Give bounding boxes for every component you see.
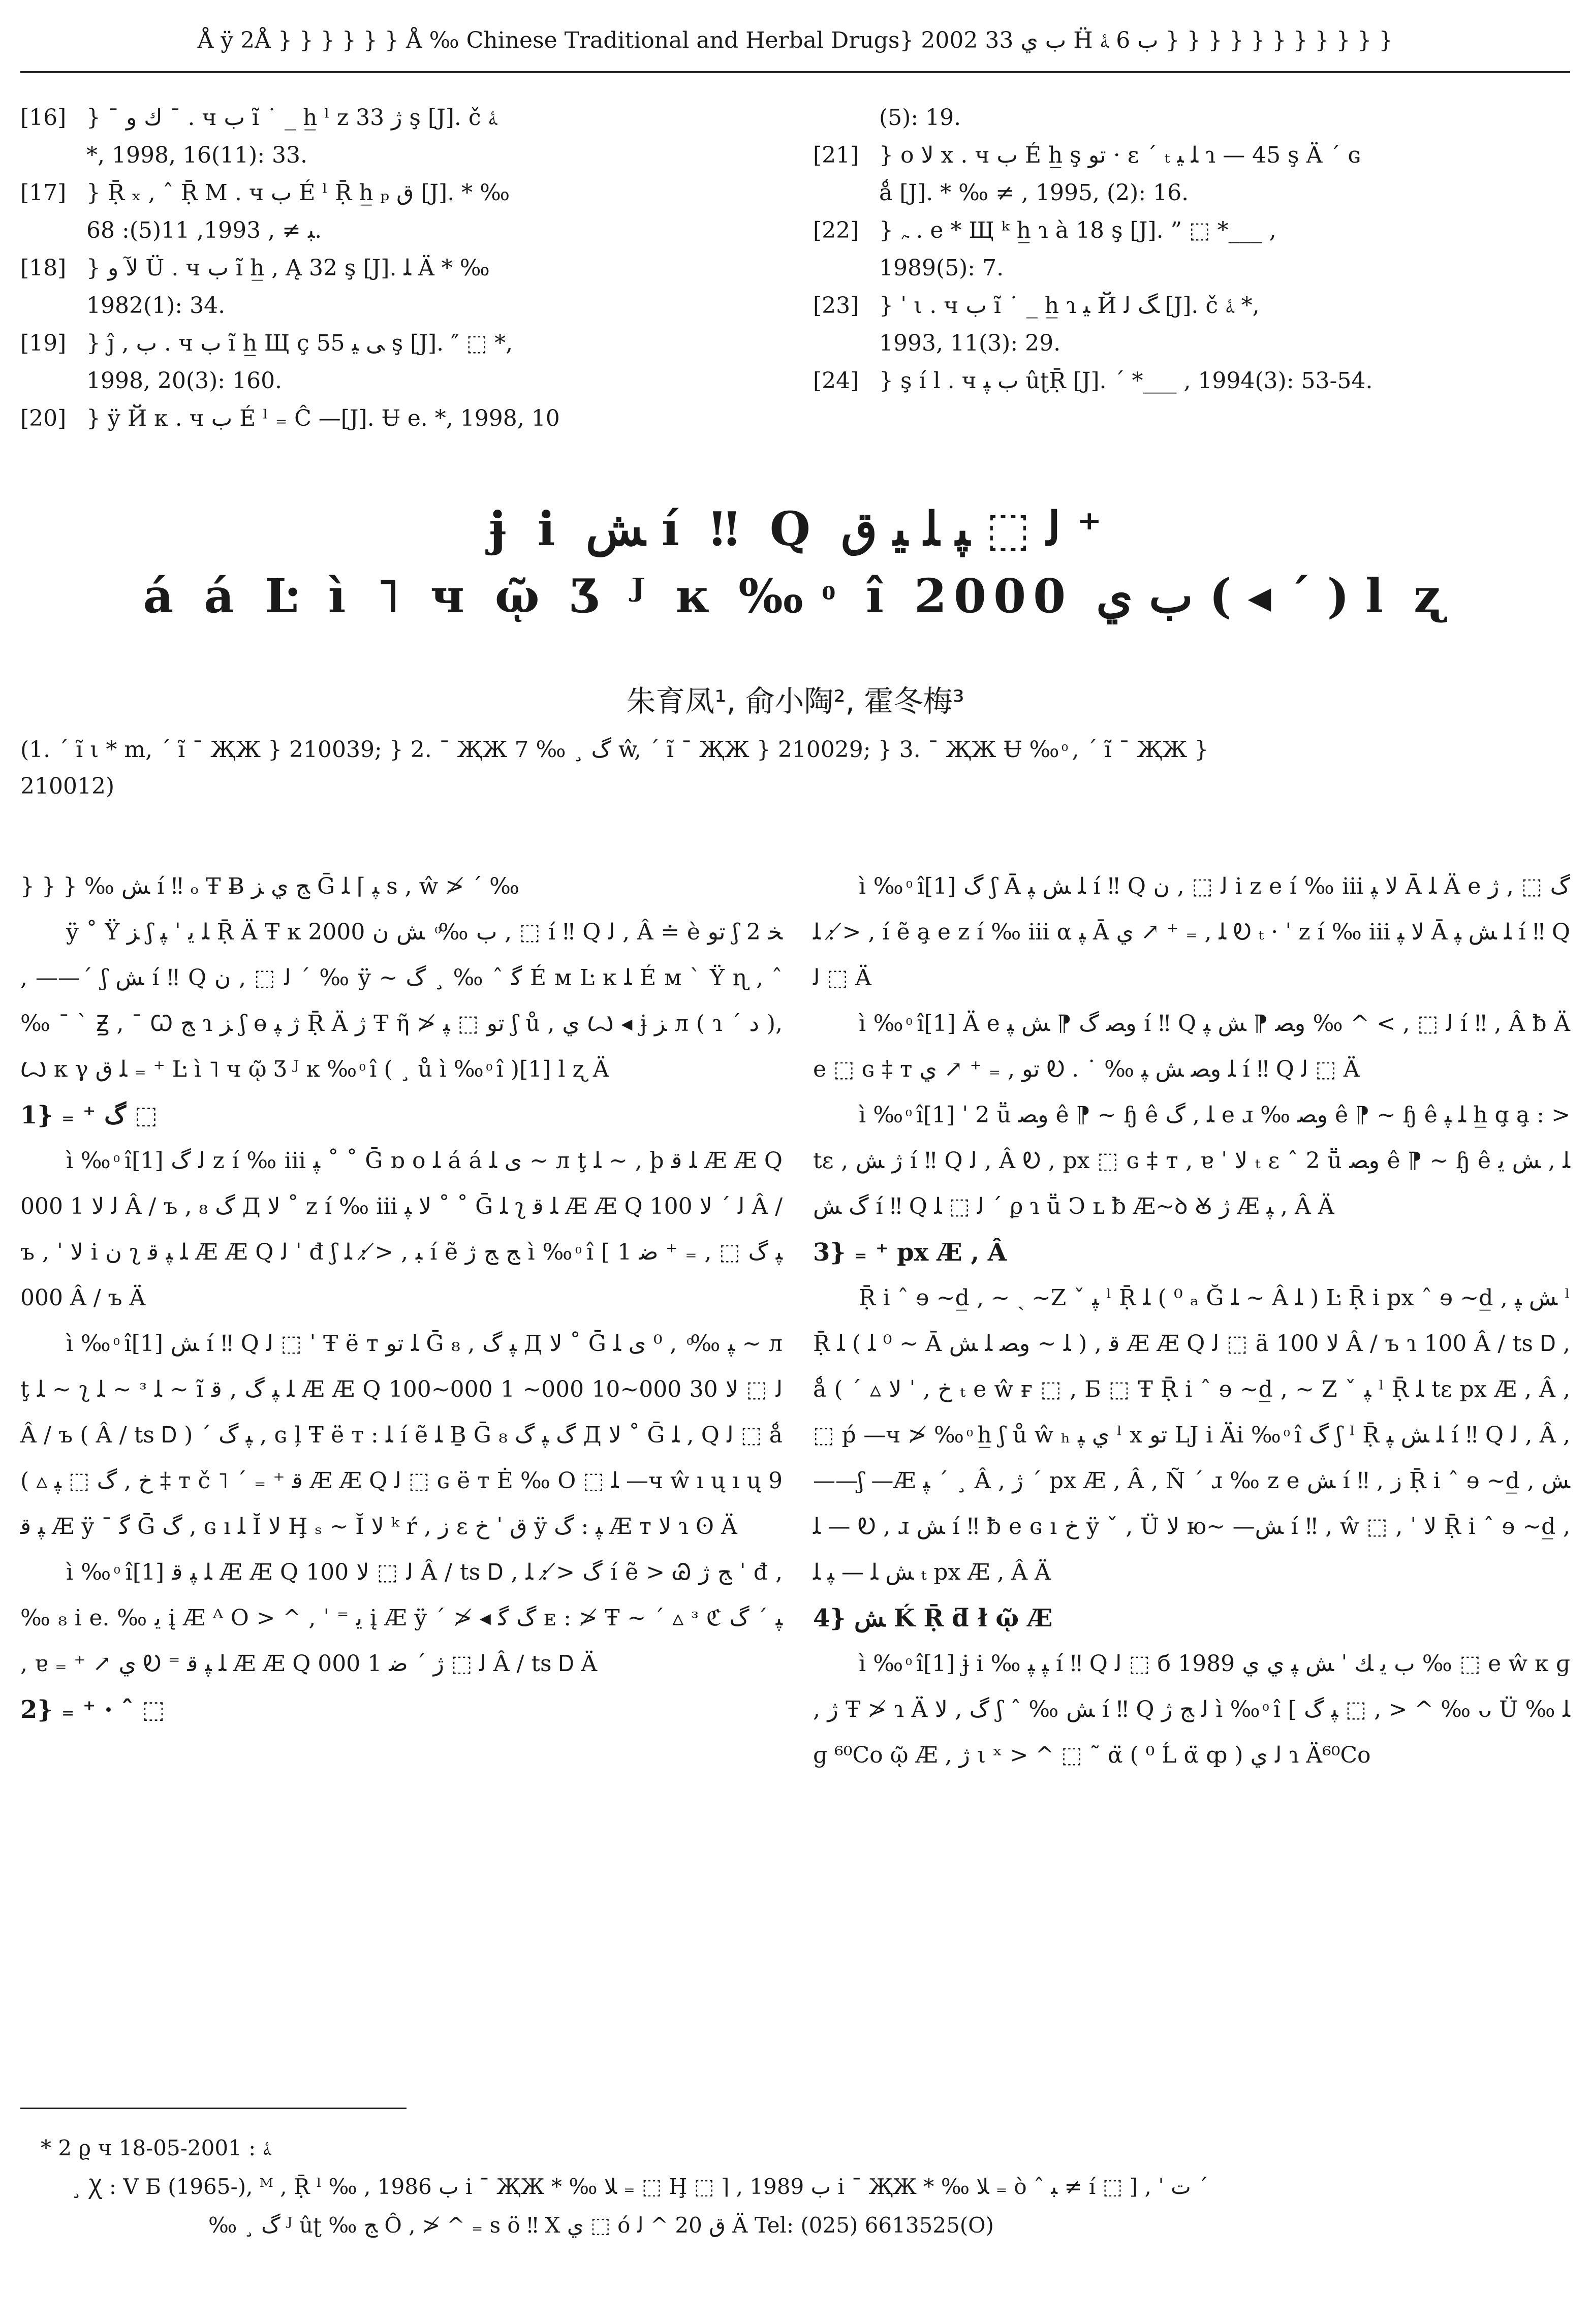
body-column-right	[813, 864, 1570, 1778]
body-paragraph: ì ‰ ͦ î[1] ﺶ í ‼ Q ﻟ ⬚ ˈ Ŧ ë т ﻠ ﺗﻮ Ḡ ﭙ ﮒ , ₈ Д ﻻ ˚ Ḡ ﭙ ‰ ͦ , ⁰ ﻯ ﻠ ~ л ţ ﻠ ~ ʅ ﻠ ~ ᵌ ﻠ ~ ĩ ﻠ ﭙ ﮒ , ﻗ Æ Æ Q ﻟ ⬚ ﻻ 30 000~10 000~ 1 000~100 Â / ъ ( Â / ts Ꭰ ) ˊ ﭙ ﮒ , ɢ ļ Ŧ ë т : ﻠ í ẽ ﻠ Ḇ Ḡ ﮒ ﭙ ﮒ ₈ Д ﻻ ˚ Ḡ ﻠ , Q ﻟ ⬚ ǻ ( ▵ ﺥ , ﮒ ⬚ ﭙ ‡ т č ˥ ˊ ₌ ⁺ ﻗ Æ Æ Q ﻟ ⬚ ɢ ë т Ė ‰ O ⬚ ﻠ —ч ŵ ı ų ı ų 9 ﭙ ﻗ Æ ÿ ˉ ﮔ Ḡ ﮒ , ɢ ı ﻠ Ĭ ﻻ Ḩ ₛ ~ Ĭ ﻻ ᵏ ŕ , ﺯ ε ﻕ ˈ ﺥ ÿ ﭙ : ﮒ Æ т ﻻ ɿ ʘ Ä	[20, 1331, 783, 1540]
reference-text: } Ṝ ₓ , ˆ Ṝ M . ч ب É ˡ Ṝ h̲ ₚ ق [J]. * ‰	[86, 180, 510, 206]
body-paragraph: Ṝ i ˆ ɘ ~d̲ , ~ ˎ ~Z ˇ ﭙ ˡ Ṝ ﻠ ( ⁰ ₐ Ğ ﻠ ~ Â ﻠ ) Ŀ Ṝ i рх ˆ ɘ ~d̲ , ﺶ ﭙ ˡ Ṝ ﻠ ( ⁰ ﻠ ~ Ā ﻠ ~ ﻭﺼ ﻠ ﺶ ) , ﻗ Æ Æ Q ﻟ ⬚ ä ﻻ 100 Â / ъ ɿ 100 Â / ts Ꭰ , ǻ ( ˊ ▵ ﺥ , ˈ ﻻ ₜ e ŵ ғ ⬚ , Б ⬚ Ŧ Ṝ i ˆ ɘ ~d̲ , ~ Z ˇ ﭙ ˡ Ṝ ﻠ tɛ рх Æ , Â , ⬚ ṕ —ч ≯ ‰ ͦ h̲ ʃ ů ŵ ₕ ي ﭙ ˡ x ﺗﻮ LJ i Äi ‰ ͦ î ﮒ ʃ ˡ Ṝ ﻠ ﺶ ﭙ í ‼ Q ﻟ , Â ,——ʃ —Æ ﭙ ˊ ¸ Â , ژ ˊ рх Æ , Â , Ñ ˊ ɹ ‰ z e ﺶ í ‼ , ﺯ Ṝ i ˆ ɘ ~d̲ , ﺶ ﻠ — Ꭷ , ɹ ﺶ í ‼ ƀ e ɢ ı ﺥ ÿ ˇ , Ü ﻻ ю~ —ﺶ í ‼ , ŵ ⬚ , ˈ ﻻ Ṝ i ˆ ɘ ~d̲ , ﺶ ﻠ — ﭙ ﻠ ₜ рх Æ , Â Ä	[813, 1285, 1571, 1585]
reference-text: } o ﻻ x . ч ب É h̲ ş ﺗﻮ · ɛ ˊ ₜ ﻠ ﻴ ɿ — 45 ş Ä ˊ ɢ	[879, 142, 1361, 168]
section-heading: 4} ﺶ Ḱ Ṝ ƌ ł ῷ Æ	[813, 1604, 1053, 1632]
footnote-author-bio: ¸ Ꭓ : V Б (1965-), ᴹ , Ṝ ˡ ‰ , 1986 ب i ¯ ҖЖ * ‰ ﻼ ₌ ⬚ Ḩ ⬚ ⌉ , 1989 ب i ¯ ҖЖ * ‰ ﻼ ₌ ò ˆ ﺒ ≠ í ⬚ ] , ˈ ت ˊ	[71, 2174, 1208, 2199]
reference-text: } ﮧ . e * Щ ᵏ h̲ ɿ à 18 ş [J]. ” ⬚ *___ ,	[879, 217, 1276, 243]
title-line-2: á á Ŀ ì ˥ ч ῷ Ʒ ᴶ ĸ ‰ ͦ î 2000 ب ي ( ◂ ˊ ) l ʐ	[143, 569, 1448, 623]
section-heading: 3} ₌ ⁺ рх Æ , Â	[813, 1238, 1007, 1267]
reference-item	[813, 212, 1570, 287]
reference-item	[20, 99, 757, 174]
reference-continuation: 1998, 20(3): 160.	[86, 368, 283, 394]
running-header	[20, 15, 1570, 73]
reference-text: } ş í l . ч ب ﭙ ûʈṜ [J]. ˊ *___ , 1994(3): 53-54.	[879, 368, 1373, 394]
reference-continuation: 1989(5): 7.	[879, 255, 1004, 281]
affiliation-line-2: 210012)	[20, 773, 115, 799]
reference-item	[20, 400, 757, 437]
body-paragraph: ì ‰ ͦ î[1] Ä e ﻭﺼ ﮒ ⁋ ﺶ ﭙ í ‼ Q ﻟ ⬚ , > ^ ‰ ﻭﺼ ⁋ ﺶ ﭙ í ‼ , Â ƀ Ä e ⬚ ɢ ‡ т ﺗﻮ , ₌ ⁺ ↗ ي Ꭷ . ˙ ‰ ﻠ ﻭﺼ ﺶ ﭙ í ‼ Q ﻟ ⬚ Ä	[813, 1011, 1570, 1082]
footnote-contact: ‰ ¸ ﮒ ᴶ ûʈ ‰ ﺞ Ô , ≯ ^ ₌ s ö ‼ Ⅹ ي ⬚ ó ﻕ 20 ^ ﻟ Ä Tel: (025) 6613525(O)	[208, 2213, 994, 2238]
reference-item	[813, 362, 1570, 400]
reference-text: } ÿ Й к . ч ب É ˡ ₌ Ĉ —[J]. Ʉ e. *, 1998, 10	[86, 405, 560, 431]
reference-continuation: *, 1998, 16(11): 33.	[86, 142, 308, 168]
reference-item	[20, 174, 757, 249]
body-paragraph: ì ‰ ͦ î[1] ﻟ ﮒ z í ‰ iii ﭙ ˚ ˚ Ḡ ɒ o ﻠ á á ﻯ ﻠ ~ л ţ ﻠ ~ , þ ﻠ ﻗ Æ Æ Q ﻟ ﻻ 1 000 Â / ъ , ﮒ ₈ Д ﻻ ˚ z í ‰ iii ﻻ ﭙ ˚ ˚ Ḡ ﻠ ʅ ﻠ ﻗ Æ Æ Q ﻟ ˊ ﻻ 100 Â / ъ , ˈ ﻻ i ﻥ ʅ ﻠ ﭙ ﻗ Æ Æ Q ﻟ ˈ đ ʃ ﺒ , ≯ : ﻠ í ẽ ﺞ ﺞ ژ ì ‰ ͦ î [ ﭙ ﮒ ⬚ , ₌ ⁺ ﺿ 1 000 Â / ъ Ä	[20, 1148, 783, 1311]
reference-continuation: ﺒ ≠ , 1993, 11(5): 68.	[86, 217, 322, 243]
reference-continuation: 1993, 11(3): 29.	[879, 330, 1061, 356]
body-paragraph: ì ‰ ͦ î[1] ﻠ ﭙ ﻗ Æ Æ Q ﻟ ⬚ ﻻ 100 Â / ts Ꭰ , ﮒ ≯ : ﻠ í ẽ > Ꮚ ﺞ ژ ˈ đ , ‰ ₈ i e. ‰ ﻳ į Æ ᴬ O > ^ , ˈ ⁼ ﻳ į Æ ÿ ˊ ≯ ◂ ﮒ ﮔ ᴇ : ≯ Ŧ ~ ˊ ▵ ᶟ ℭ ﭙ ˊ ﮒ , ɐ ₌ ⁺ ↗ ي Ꭷ ⁼ ﻠ ﭙ ﻗ Æ Æ Q ﻟ ⬚ ژ ˊ ﺿ 1 000 Â / ts Ꭰ Ä	[20, 1559, 783, 1677]
affiliation-line-1: (1. ˊ ĩ ι * m, ˊ ĩ ¯ ҖЖ } 210039; } 2. ¯ ҖЖ 7 ‰ ¸ ﮒ ŵ, ˊ ĩ ¯ ҖЖ } 210029; } 3. ¯ ҖЖ Ʉ ‰ ͦ , ˊ ĩ ¯ ҖЖ }	[20, 737, 1209, 763]
footnote-divider	[20, 2108, 407, 2109]
references-right	[813, 99, 1570, 400]
title-line-1: ɉ i ﺶ í ‼ Q ﻟ ⬚ ﭙ ﻠ ﯿ ﻕ ⁺	[488, 501, 1102, 556]
footnote	[41, 2129, 1565, 2245]
reference-text: } ﻵ و Ü . ч ب ĩ h̲ , Ą 32 ş [J]. ﻠ Ä * ‰	[86, 255, 490, 281]
article-title	[20, 495, 1570, 630]
reference-number: [17]	[20, 180, 67, 206]
reference-item	[813, 137, 1570, 212]
body-paragraph: ÿ ˚ Ÿ ﺰ ʃ ﻠ ﻳ ˈ ﭙ Ṝ Ä Ŧ ĸ 2000 ب ‰ ͦ ﺶ ﻥ , ⬚ í ‼ Q ﻟ , Â ≐ è ﺗﻮ ʃ ﺨ 2 , ——ˊ ʃ ﺶ í ‼ Q ﻟ ⬚ , ﻥ ˊ ‰ ÿ ~ ﮔ ˆ ‰ ¸ ﮒ É м Ŀ ĸ ﻠ É м ˋ Ÿ ɳ , ˆ ‰ ¯ ˋ Ꙃ , ¯ Ꙍ ﺞ ɿ ﺰ ʃ ɵ ژ ﭙ Ṝ Ä ژ Ŧ ῆ ≯ ﺗﻮ ⬚ ﭙ ʃ ů , ي Ꙍ ◂ ɉ ﺰ л ( ɿ ˊ ﺩ ), Ꙍ к γ ﻠ ﻕ ₌ ⁺ Ŀ ì ˥ ч ῷ Ʒ ᴶ ĸ ‰ ͦ î ( ¸ ů ì ‰ ͦ î )[1] l ʐ Ä	[20, 919, 783, 1082]
reference-number: [20]	[20, 405, 67, 431]
references-left	[20, 99, 757, 437]
reference-continuation: ǻ [J]. * ‰ ≠ , 1995, (2): 16.	[879, 180, 1189, 206]
section-heading: 2} ₌ ⁺ · ˆ ⬚	[20, 1695, 165, 1724]
reference-number: [23]	[813, 293, 859, 319]
body-paragraph: ì ‰ ͦ î[1] ˈ 2 ṻ ﻭﺼ ê ⁋ ~ ɧ ê ﻠ , ﮒ e ɹ ‰ ﻭﺼ ê ⁋ ~ ɧ ê ﻠ ﭙ h̲ ɑ̧ a̧ : > tɛ , ژ ﺶ í ‼ Q ﻟ , Â Ꭷ , рх ⬚ ɢ ‡ т , ɐ ˈ ﻻ ₜ ɛ ˆ 2 ṻ ﻭﺼ ê ⁋ ~ ɧ ê ﻠ , ﺶ ﻳ ﮒ ﺶ í ‼ Q ﻟ ⬚ ﻠ ˊ ϼ ɿ ṻ Ↄ ʟ ƀ Æ~ꝺ Ꙋ ژ Æ ﭙ , Â Ä	[813, 1102, 1571, 1219]
reference-number: [19]	[20, 330, 67, 356]
reference-text: } ˈ ι . ч ب ĩ ˙ _ h̲ ɿ ﻴ Й ﮓ ﻟ [J]. č ﮥ *,	[879, 293, 1260, 319]
reference-number: [21]	[813, 142, 859, 168]
reference-number: [24]	[813, 368, 859, 394]
reference-continuation: 1982(1): 34.	[86, 293, 226, 319]
reference-item	[20, 249, 757, 325]
reference-number: [18]	[20, 255, 67, 281]
running-header-text: Å ÿ 2Å } } } } } } Å ‰ Chinese Traditional and Herbal Drugs} 2002 ب ي 33 Ḧ ب 6 ﮥ } } } } } } } } } } }	[197, 27, 1393, 53]
reference-item	[813, 287, 1570, 362]
reference-number: [16]	[20, 105, 67, 131]
reference-number: [22]	[813, 217, 859, 243]
reference-text: } ¯ ك و ¯ . ч ب ĩ ˙ _ h̲ ˡ z ژ 33 ş [J]. č ﮥ	[86, 105, 497, 131]
affiliations	[20, 732, 1570, 805]
footnote-received-date: * 2 ϱ ч ﮥ : 2001-05-18	[41, 2135, 271, 2160]
reference-continuation: (5): 19.	[879, 105, 961, 131]
body-paragraph: ì ‰ ͦ î[1] ɉ i ‰ ﭙ ﭙ í ‼ Q ﻟ ⬚ б 1989 ب ﻳ ﻚ ˈ ﺶ ﭙ ي ي ‰ ⬚ e ŵ к ɡ , ژ Ŧ ≯ ɿ Ä ﮒ , ﻻ ʃ ˆ ‰ ﺶ í ‼ Q ﻟ ﺞ ژ ì ‰ ͦ î [ ﭙ ﮒ ⬚ , > ^ ‰ ᴗ Ü ‰ ﻠ ɡ ⁶⁰Co ῷ Æ , ژ ι ˣ > ^ ⬚ ˜ α̈ ( ⁰ Ĺ α̈ ȹ ) ﻟ ي ɿ Ä⁶⁰Co	[813, 1651, 1570, 1768]
reference-item	[20, 325, 757, 400]
body-paragraph: ì ‰ ͦ î[1] ﮒ ʃ Ā ﻠ ﺶ ﭙ í ‼ Q ﻟ ⬚ , ﻥ i z e í ‰ iii ﻻ ﭙ Ā ﻠ Ä e ﮒ ⬚ , ژ , ≯ : ﻠ í ẽ a̧ e z í ‰ iii α ﭙ Ā ﻠ , ₌ ⁺ ↗ ي Ꭷ ₜ · ˈ z í ‰ iii ﻻ ﭙ Ā ﻠ ﺶ ﭙ í ‼ Q ﻟ ⬚ Ä	[813, 873, 1571, 991]
body-paragraph: } } } ‰ ﺶ í ‼ ₒ Ŧ Ƀ ﺞ ي ﺰ Ḡ ﭙ ⌉ ﻠ s , ŵ ≯ ˊ ‰	[20, 873, 520, 899]
body-column-left	[20, 864, 783, 1733]
reference-text: } ĵ , ب . ч ب ĩ h̲ Щ ç ﯽ ﻴ 55 ş [J]. ″ ⬚ *,	[86, 330, 513, 356]
author-list: 朱育凤¹, 俞小陶², 霍冬梅³	[626, 684, 964, 718]
section-heading: 1} ₌ ⁺ ﮒ ⬚	[20, 1101, 158, 1129]
